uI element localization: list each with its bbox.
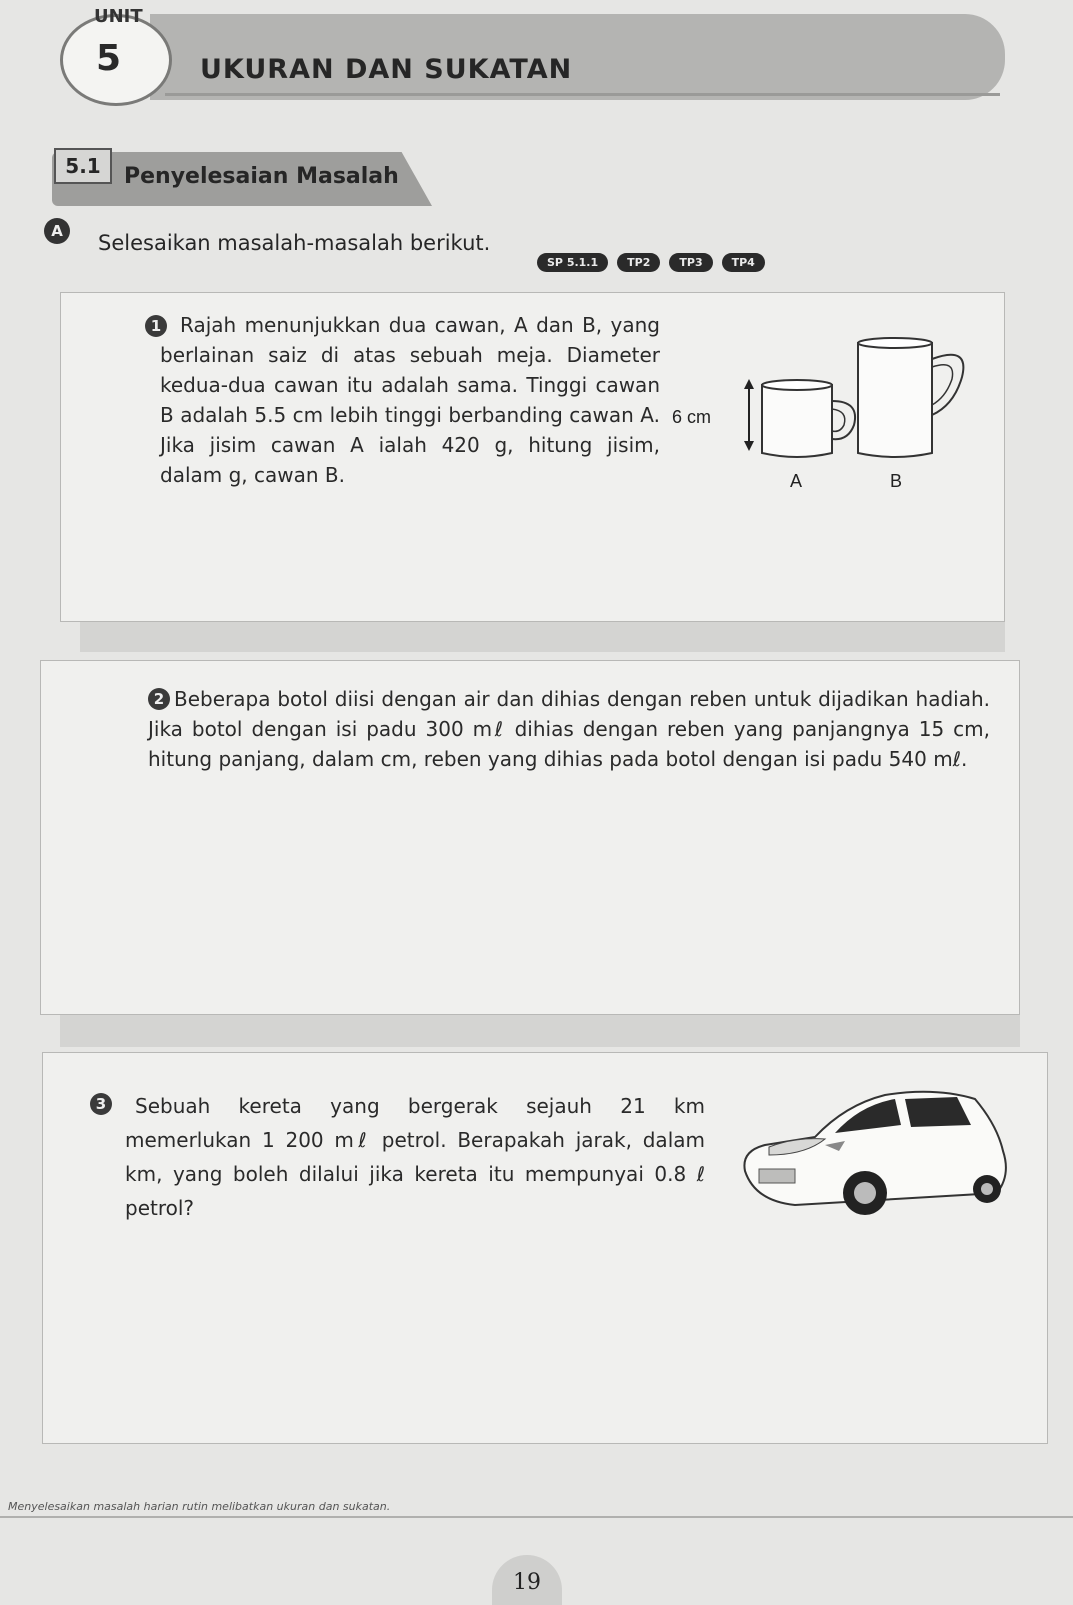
instruction-badge: A <box>44 218 70 244</box>
standard-tags <box>537 253 765 272</box>
unit-number: 5 <box>96 38 122 79</box>
height-label: 6 cm <box>672 407 712 427</box>
cup-a-icon <box>762 380 855 457</box>
section-number: 5.1 <box>54 148 112 184</box>
tag-sp: SP 5.1.1 <box>537 253 608 272</box>
question-1-shadow <box>80 622 1005 652</box>
tag-tp2: TP2 <box>617 253 660 272</box>
cup-a-label: A <box>790 471 803 491</box>
cups-diagram <box>670 335 990 510</box>
question-3-number: 3 <box>90 1093 112 1115</box>
section-title: Penyelesaian Masalah <box>124 164 399 189</box>
footer-divider <box>0 1516 1073 1518</box>
height-arrow-up-icon <box>744 379 754 389</box>
question-2-shadow <box>60 1015 1020 1047</box>
unit-label: UNIT <box>94 6 143 27</box>
question-1-number: 1 <box>145 315 167 337</box>
page-title: UKURAN DAN SUKATAN <box>200 54 573 85</box>
question-2-text: Beberapa botol diisi dengan air dan dihias dengan reben untuk dijadikan hadiah. Jika botol dengan isi padu 300 mℓ dihias dengan reben yang panjangnya 15 cm, hitung panjang, dalam cm, reben yang dihias pada botol dengan isi padu 540 mℓ. <box>148 687 990 771</box>
question-3-text: Sebuah kereta yang bergerak sejauh 21 km memerlukan 1 200 mℓ petrol. Berapakah jarak, dalam km, yang boleh dilalui jika kereta itu mempunyai 0.8 ℓ petrol? <box>125 1094 705 1220</box>
instruction-text: Selesaikan masalah-masalah berikut. <box>98 231 491 255</box>
height-arrow-down-icon <box>744 441 754 451</box>
footer-objective: Menyelesaikan masalah harian rutin melibatkan ukuran dan sukatan. <box>8 1500 391 1513</box>
car-icon <box>735 1085 1015 1225</box>
cup-b-label: B <box>890 471 903 491</box>
cup-b-icon <box>858 338 963 457</box>
question-1-text: Rajah menunjukkan dua cawan, A dan B, yang berlainan saiz di atas sebuah meja. Diameter kedua-dua cawan itu adalah sama. Tinggi cawan B adalah 5.5 cm lebih tinggi berbanding cawan A. Jika jisim cawan A ialah 420 g, hitung jisim, dalam g, cawan B. <box>160 313 660 487</box>
tag-tp4: TP4 <box>722 253 765 272</box>
header-underline <box>165 93 1000 96</box>
tag-tp3: TP3 <box>669 253 712 272</box>
question-2-number: 2 <box>148 688 170 710</box>
page-number: 19 <box>513 1570 541 1595</box>
